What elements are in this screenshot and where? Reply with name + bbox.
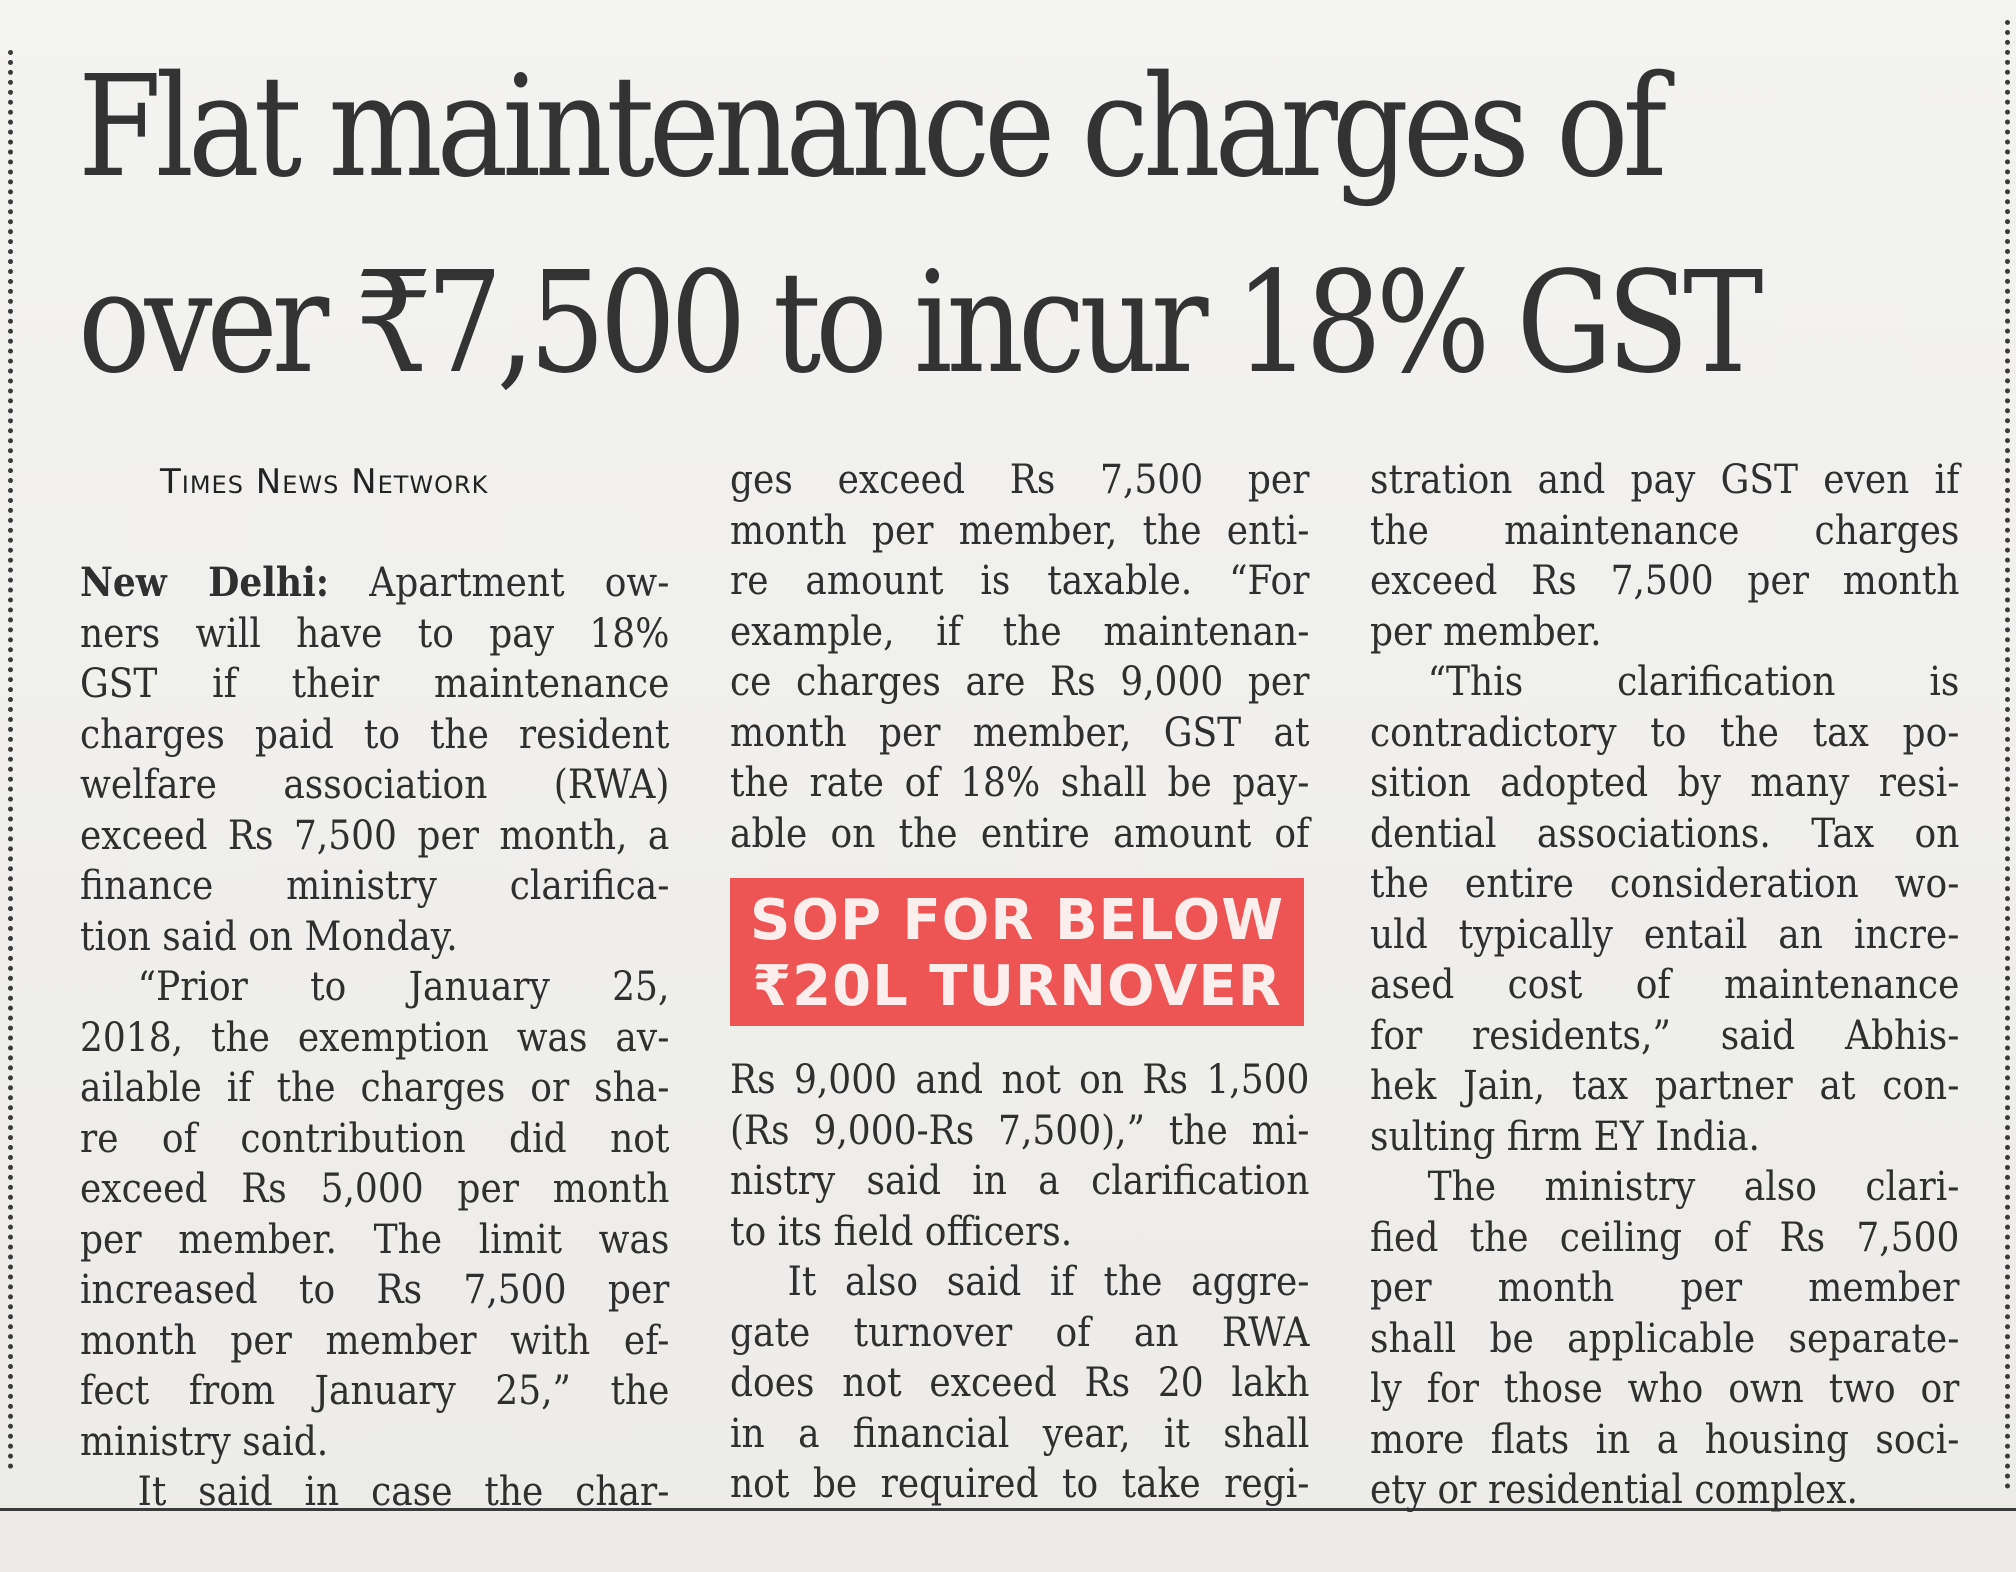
text-line: month per member, GST at	[730, 709, 1310, 756]
text-line: dential associations. Tax on	[1370, 810, 1960, 857]
text-line: sulting firm EY India.	[1370, 1113, 1760, 1160]
text-line: per member. The limit was	[80, 1216, 670, 1263]
left-dotted-border	[8, 50, 13, 1470]
text-line: increased to Rs 7,500 per	[80, 1267, 670, 1313]
column-2-bottom	[730, 1055, 1310, 1510]
text-line: It said in case the char-	[137, 1469, 670, 1515]
text-line: ety or residential complex.	[1370, 1467, 1858, 1513]
text-line: stration and pay GST even if	[1370, 457, 1960, 503]
text-line: does not exceed Rs 20 lakh	[730, 1360, 1310, 1406]
text-line: gate turnover of an RWA	[730, 1309, 1310, 1356]
text-line: The ministry also clari-	[1427, 1164, 1960, 1210]
text-line: It also said if the aggre-	[787, 1259, 1310, 1305]
text-line: the rate of 18% shall be pay-	[730, 760, 1310, 806]
text-line: month per member with ef-	[80, 1317, 670, 1364]
text-line: tion said on Monday.	[80, 913, 458, 960]
text-line: ly for those who own two or	[1370, 1366, 1960, 1412]
text-line: “Prior to January 25,	[137, 964, 670, 1010]
text-line: example, if the maintenan-	[730, 608, 1310, 655]
text-line: per month per member	[1370, 1265, 1960, 1311]
right-dotted-border	[2005, 20, 2010, 1490]
text-line: ce charges are Rs 9,000 per	[730, 659, 1310, 705]
column-3	[1370, 455, 1960, 1516]
text-line: New Delhi: Apartment ow-	[80, 559, 670, 606]
text-line: finance ministry clarifica-	[80, 863, 670, 909]
text-line: ministry said.	[80, 1418, 329, 1465]
text-line: charges paid to the resident	[80, 711, 670, 758]
text-line: more flats in a housing soci-	[1370, 1416, 1960, 1463]
text-line: (Rs 9,000-Rs 7,500),” the mi-	[730, 1107, 1310, 1154]
text-line: fied the ceiling of Rs 7,500	[1370, 1214, 1960, 1261]
text-line: hek Jain, tax partner at con-	[1370, 1063, 1960, 1109]
text-line: uld typically entail an incre-	[1370, 911, 1960, 958]
text-line: 2018, the exemption was av-	[80, 1014, 670, 1061]
headline-line-1: Flat maintenance charges of	[78, 46, 1662, 209]
text-line: exceed Rs 7,500 per month	[1370, 558, 1960, 604]
text-line: month per member, the enti-	[730, 507, 1310, 554]
text-line: sition adopted by many resi-	[1370, 760, 1960, 806]
text-line: for residents,” said Abhis-	[1370, 1012, 1960, 1059]
text-line: ners will have to pay 18%	[80, 610, 670, 657]
text-line: ased cost of maintenance	[1370, 962, 1960, 1008]
text-line: ges exceed Rs 7,500 per	[730, 457, 1310, 503]
text-line: per member.	[1370, 608, 1602, 655]
text-line: Rs 9,000 and not on Rs 1,500	[730, 1057, 1310, 1103]
text-line: contradictory to the tax po-	[1370, 709, 1960, 756]
subhead-line-1: SOP FOR BELOW	[750, 888, 1284, 953]
text-line: exceed Rs 5,000 per month	[80, 1166, 670, 1212]
text-line: shall be applicable separate-	[1370, 1315, 1960, 1362]
text-line: to its field officers.	[730, 1208, 1073, 1255]
text-line: GST if their maintenance	[80, 661, 670, 707]
dateline: New Delhi:	[80, 559, 330, 606]
text-line: the maintenance charges	[1370, 507, 1960, 554]
text-line: in a financial year, it shall	[730, 1410, 1310, 1457]
subhead-box	[730, 878, 1304, 1026]
text-line: welfare association (RWA)	[80, 762, 670, 808]
text-line: able on the entire amount of	[730, 810, 1310, 857]
text-line: “This clarification is	[1427, 659, 1960, 705]
column-2-top	[730, 455, 1310, 859]
headline-line-2: over ₹7,500 to incur 18% GST	[78, 242, 1758, 405]
subhead-line-2: ₹20L TURNOVER	[752, 954, 1282, 1019]
text-line: re of contribution did not	[80, 1115, 670, 1162]
byline: Times News Network	[160, 462, 489, 502]
headline	[78, 30, 1758, 422]
text-line: the entire consideration wo-	[1370, 861, 1960, 907]
text-line: fect from January 25,” the	[80, 1368, 670, 1414]
text-line: ailable if the charges or sha-	[80, 1065, 670, 1111]
text-line: exceed Rs 7,500 per month, a	[80, 812, 670, 859]
text-line: not be required to take regi-	[730, 1461, 1310, 1507]
column-1	[80, 558, 670, 1518]
text-line: re amount is taxable. “For	[730, 558, 1310, 604]
text-line: nistry said in a clarification	[730, 1158, 1310, 1204]
